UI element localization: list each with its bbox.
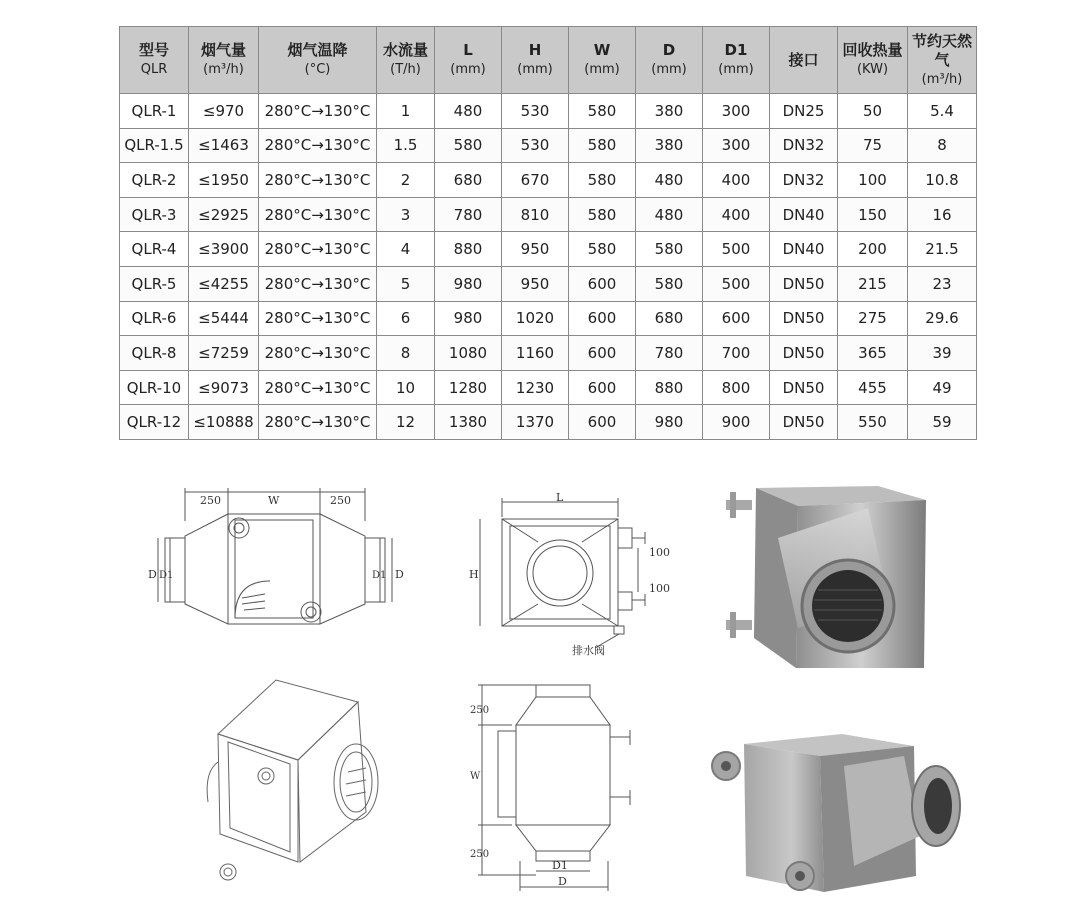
table-cell: 59 bbox=[908, 405, 977, 440]
table-cell: 10.8 bbox=[908, 163, 977, 198]
column-header-unit: (T/h) bbox=[390, 62, 421, 77]
table-cell: 980 bbox=[435, 266, 502, 301]
column-header-name: W bbox=[593, 41, 611, 59]
table-cell: 600 bbox=[569, 370, 636, 405]
table-row bbox=[120, 163, 977, 198]
column-header bbox=[770, 27, 838, 94]
top-dim-d-right: D bbox=[395, 568, 404, 581]
table-cell: 950 bbox=[502, 266, 569, 301]
table-cell: DN32 bbox=[770, 128, 838, 163]
table-cell: 950 bbox=[502, 232, 569, 267]
table-cell: 1020 bbox=[502, 301, 569, 336]
table-row bbox=[120, 336, 977, 371]
table-cell: 780 bbox=[636, 336, 703, 371]
table-cell: 580 bbox=[636, 232, 703, 267]
table-row bbox=[120, 232, 977, 267]
table-cell: 580 bbox=[636, 266, 703, 301]
table-cell: 280°C→130°C bbox=[259, 232, 377, 267]
table-cell: 280°C→130°C bbox=[259, 94, 377, 129]
table-cell: ≤3900 bbox=[189, 232, 259, 267]
table-cell: 215 bbox=[838, 266, 908, 301]
top-dim-mid: W bbox=[268, 494, 280, 507]
column-header-unit: (°C) bbox=[304, 62, 331, 77]
table-cell: 280°C→130°C bbox=[259, 197, 377, 232]
table-row bbox=[120, 405, 977, 440]
table-cell: DN50 bbox=[770, 336, 838, 371]
table-cell: 580 bbox=[569, 128, 636, 163]
column-header bbox=[377, 27, 435, 94]
table-cell: DN50 bbox=[770, 370, 838, 405]
table-cell: 580 bbox=[569, 232, 636, 267]
table-cell: 530 bbox=[502, 94, 569, 129]
drain-valve-label: 排水阀 bbox=[572, 644, 605, 657]
table-cell: 980 bbox=[636, 405, 703, 440]
table-cell: 580 bbox=[569, 197, 636, 232]
column-header-unit: (mm) bbox=[450, 62, 486, 77]
table-cell: 400 bbox=[703, 163, 770, 198]
column-header-name: 接口 bbox=[788, 50, 819, 69]
table-cell: 580 bbox=[569, 163, 636, 198]
table-cell: 280°C→130°C bbox=[259, 301, 377, 336]
side-dim-d1: D1 bbox=[552, 859, 568, 872]
table-cell: 10 bbox=[377, 370, 435, 405]
table-cell: 280°C→130°C bbox=[259, 163, 377, 198]
table-row bbox=[120, 197, 977, 232]
table-cell: QLR-2 bbox=[120, 163, 189, 198]
table-cell: QLR-10 bbox=[120, 370, 189, 405]
column-header-name: D bbox=[662, 41, 676, 59]
table-cell: 530 bbox=[502, 128, 569, 163]
top-dim-d-left: D bbox=[148, 568, 157, 581]
column-header-name: H bbox=[528, 41, 542, 59]
heat-exchanger-photo-front bbox=[718, 478, 950, 678]
top-dim-right: 250 bbox=[330, 494, 351, 507]
column-header-unit: (KW) bbox=[856, 62, 889, 77]
table-cell: 455 bbox=[838, 370, 908, 405]
table-cell: 400 bbox=[703, 197, 770, 232]
table-cell: 580 bbox=[569, 94, 636, 129]
table-cell: QLR-3 bbox=[120, 197, 189, 232]
table-cell: DN25 bbox=[770, 94, 838, 129]
table-cell: QLR-1 bbox=[120, 94, 189, 129]
table-cell: 480 bbox=[435, 94, 502, 129]
table-cell: 1080 bbox=[435, 336, 502, 371]
front-dim-top: L bbox=[556, 492, 564, 504]
column-header-name: 型号 bbox=[138, 41, 169, 59]
table-cell: 1230 bbox=[502, 370, 569, 405]
table-cell: 600 bbox=[569, 301, 636, 336]
table-cell: 100 bbox=[838, 163, 908, 198]
table-cell: DN50 bbox=[770, 301, 838, 336]
column-header bbox=[120, 27, 189, 94]
table-cell: DN32 bbox=[770, 163, 838, 198]
column-header-unit: (mm) bbox=[718, 62, 754, 77]
table-body bbox=[120, 94, 977, 440]
table-cell: QLR-1.5 bbox=[120, 128, 189, 163]
column-header-unit: (mm) bbox=[584, 62, 620, 77]
table-header-row bbox=[120, 27, 977, 94]
table-row bbox=[120, 94, 977, 129]
table-cell: 280°C→130°C bbox=[259, 405, 377, 440]
table-cell: ≤970 bbox=[189, 94, 259, 129]
table-cell: 50 bbox=[838, 94, 908, 129]
table-cell: 900 bbox=[703, 405, 770, 440]
table-cell: 670 bbox=[502, 163, 569, 198]
table-cell: 150 bbox=[838, 197, 908, 232]
table-cell: 880 bbox=[435, 232, 502, 267]
column-header bbox=[703, 27, 770, 94]
table-cell: 75 bbox=[838, 128, 908, 163]
front-dim-side: H bbox=[469, 568, 479, 581]
table-cell: 680 bbox=[435, 163, 502, 198]
table-cell: 300 bbox=[703, 94, 770, 129]
table-cell: 3 bbox=[377, 197, 435, 232]
side-dim-bottom: 250 bbox=[470, 849, 490, 860]
column-header-unit: QLR bbox=[140, 62, 168, 77]
top-dim-left: 250 bbox=[200, 494, 221, 507]
table-cell: QLR-8 bbox=[120, 336, 189, 371]
table-row bbox=[120, 301, 977, 336]
table-cell: 280°C→130°C bbox=[259, 336, 377, 371]
table-cell: 800 bbox=[703, 370, 770, 405]
table-cell: 880 bbox=[636, 370, 703, 405]
side-view-drawing bbox=[462, 675, 662, 893]
table-cell: QLR-4 bbox=[120, 232, 189, 267]
table-cell: 39 bbox=[908, 336, 977, 371]
table-cell: 550 bbox=[838, 405, 908, 440]
column-header-unit: (mm) bbox=[517, 62, 553, 77]
table-cell: 280°C→130°C bbox=[259, 266, 377, 301]
table-cell: 300 bbox=[703, 128, 770, 163]
table-cell: 12 bbox=[377, 405, 435, 440]
table-cell: 780 bbox=[435, 197, 502, 232]
table-cell: 600 bbox=[569, 405, 636, 440]
table-cell: 16 bbox=[908, 197, 977, 232]
table-cell: DN50 bbox=[770, 266, 838, 301]
table-cell: 5 bbox=[377, 266, 435, 301]
table-cell: 600 bbox=[569, 336, 636, 371]
table-row bbox=[120, 370, 977, 405]
table-cell: 480 bbox=[636, 197, 703, 232]
table-cell: DN40 bbox=[770, 232, 838, 267]
table-cell: 1370 bbox=[502, 405, 569, 440]
column-header-name: D1 bbox=[724, 41, 748, 59]
column-header-name: 烟气温降 bbox=[287, 41, 348, 59]
table-cell: 1.5 bbox=[377, 128, 435, 163]
column-header-name: 回收热量 bbox=[842, 41, 903, 59]
table-cell: 6 bbox=[377, 301, 435, 336]
side-dim-mid: W bbox=[470, 771, 481, 782]
table-row bbox=[120, 128, 977, 163]
column-header bbox=[636, 27, 703, 94]
table-cell: 600 bbox=[703, 301, 770, 336]
column-header bbox=[259, 27, 377, 94]
table-cell: DN50 bbox=[770, 405, 838, 440]
table-cell: 275 bbox=[838, 301, 908, 336]
table-cell: ≤4255 bbox=[189, 266, 259, 301]
table-cell: ≤9073 bbox=[189, 370, 259, 405]
table-cell: QLR-6 bbox=[120, 301, 189, 336]
table-row bbox=[120, 266, 977, 301]
table-cell: 29.6 bbox=[908, 301, 977, 336]
column-header bbox=[908, 27, 977, 94]
table-cell: 480 bbox=[636, 163, 703, 198]
table-cell: 5.4 bbox=[908, 94, 977, 129]
top-dim-d1-left: D1 bbox=[159, 570, 174, 581]
table-cell: 810 bbox=[502, 197, 569, 232]
table-cell: 580 bbox=[435, 128, 502, 163]
front-view-drawing bbox=[460, 492, 690, 657]
table-cell: 500 bbox=[703, 232, 770, 267]
table-cell: 8 bbox=[377, 336, 435, 371]
column-header bbox=[435, 27, 502, 94]
table-cell: 365 bbox=[838, 336, 908, 371]
table-cell: 680 bbox=[636, 301, 703, 336]
column-header-unit: (mm) bbox=[651, 62, 687, 77]
table-cell: 700 bbox=[703, 336, 770, 371]
table-cell: 1 bbox=[377, 94, 435, 129]
heat-exchanger-photo-side bbox=[704, 726, 966, 898]
side-dim-top: 250 bbox=[470, 705, 490, 716]
column-header bbox=[189, 27, 259, 94]
table-cell: ≤2925 bbox=[189, 197, 259, 232]
table-cell: 2 bbox=[377, 163, 435, 198]
top-dim-d1-right: D1 bbox=[372, 570, 387, 581]
spec-table bbox=[119, 26, 977, 440]
table-cell: 8 bbox=[908, 128, 977, 163]
table-cell: 380 bbox=[636, 128, 703, 163]
column-header-unit: (m³/h) bbox=[921, 71, 963, 87]
column-header-name: 烟气量 bbox=[200, 41, 246, 59]
table-cell: 980 bbox=[435, 301, 502, 336]
side-dim-d: D bbox=[558, 875, 567, 888]
column-header bbox=[502, 27, 569, 94]
table-cell: 1380 bbox=[435, 405, 502, 440]
table-cell: ≤1950 bbox=[189, 163, 259, 198]
column-header bbox=[569, 27, 636, 94]
table-cell: DN40 bbox=[770, 197, 838, 232]
table-cell: 500 bbox=[703, 266, 770, 301]
table-cell: 280°C→130°C bbox=[259, 128, 377, 163]
table-cell: 4 bbox=[377, 232, 435, 267]
column-header-unit: (m³/h) bbox=[203, 62, 244, 77]
table-cell: QLR-12 bbox=[120, 405, 189, 440]
table-cell: ≤1463 bbox=[189, 128, 259, 163]
table-cell: 380 bbox=[636, 94, 703, 129]
column-header bbox=[838, 27, 908, 94]
column-header-name: L bbox=[463, 41, 473, 59]
column-header-name: 水流量 bbox=[382, 41, 428, 59]
table-cell: 23 bbox=[908, 266, 977, 301]
front-dim-gap1: 100 bbox=[649, 546, 670, 559]
table-cell: 1160 bbox=[502, 336, 569, 371]
isometric-drawing bbox=[198, 672, 393, 890]
table-cell: 280°C→130°C bbox=[259, 370, 377, 405]
column-header-name: 节约天然气 bbox=[911, 31, 972, 69]
table-cell: ≤10888 bbox=[189, 405, 259, 440]
table-cell: 200 bbox=[838, 232, 908, 267]
table-cell: 600 bbox=[569, 266, 636, 301]
table-cell: ≤7259 bbox=[189, 336, 259, 371]
top-view-drawing bbox=[140, 486, 430, 636]
table-cell: QLR-5 bbox=[120, 266, 189, 301]
table-cell: 49 bbox=[908, 370, 977, 405]
table-cell: 21.5 bbox=[908, 232, 977, 267]
table-cell: 1280 bbox=[435, 370, 502, 405]
front-dim-gap2: 100 bbox=[649, 582, 670, 595]
table-cell: ≤5444 bbox=[189, 301, 259, 336]
